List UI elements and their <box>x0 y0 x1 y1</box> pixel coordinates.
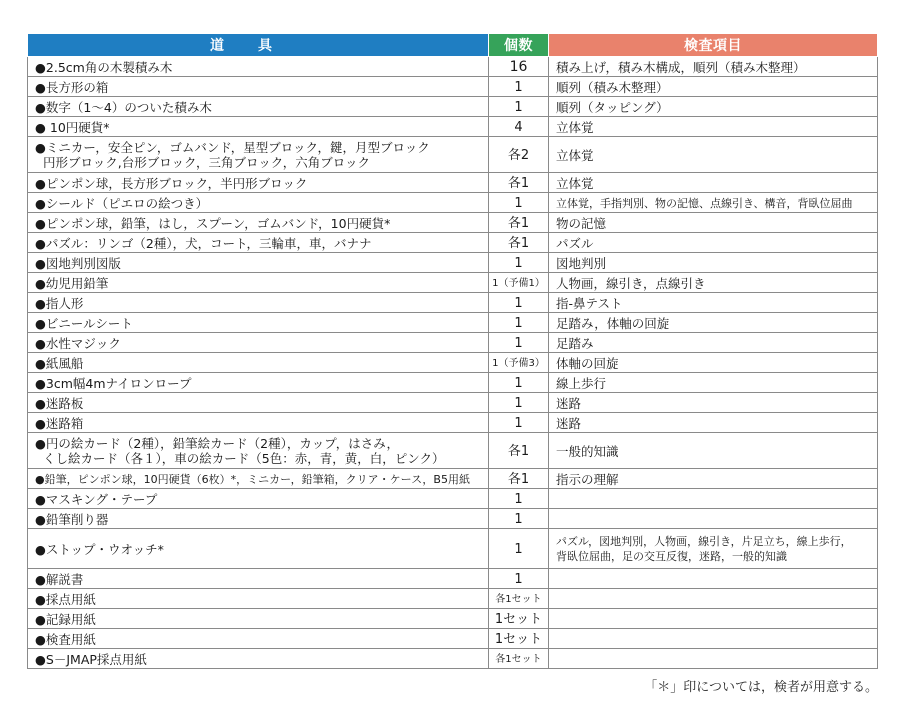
count-cell: 1 <box>489 97 549 117</box>
check-item-cell <box>549 413 878 433</box>
count-cell: 各2 <box>489 137 549 173</box>
check-item-text: 人物画，線引き，点線引き <box>556 275 706 291</box>
tool-cell <box>28 629 489 649</box>
check-item-text: 迷路 <box>556 415 582 431</box>
check-item-cell <box>549 293 878 313</box>
check-item-cell <box>549 273 878 293</box>
table-row <box>28 509 878 529</box>
check-item-text: パズル <box>556 235 594 251</box>
tool-name: ●鉛筆削り器 <box>35 511 109 527</box>
check-item-text: 立体覚 <box>556 147 594 163</box>
count-cell: 16 <box>489 57 549 77</box>
tool-cell <box>28 57 489 77</box>
tool-name: ●長方形の箱 <box>35 79 109 95</box>
tool-name: ●検査用紙 <box>35 631 96 647</box>
check-item-cell <box>549 393 878 413</box>
count-cell: 1 <box>489 333 549 353</box>
check-item-cell <box>549 333 878 353</box>
tool-cell <box>28 233 489 253</box>
tool-name: ●パズル：リンゴ（2種），犬，コート，三輪車，車，バナナ <box>35 235 372 251</box>
check-item-cell <box>549 173 878 193</box>
check-item-cell <box>549 509 878 529</box>
tool-name: ●迷路板 <box>35 395 84 411</box>
table-row <box>28 97 878 117</box>
table-row <box>28 413 878 433</box>
check-item-cell <box>549 629 878 649</box>
check-item-text: パズル，図地判別，人物画，線引き，片足立ち，線上歩行， <box>556 535 852 548</box>
tool-cell <box>28 433 489 469</box>
tool-name: ●ピンポン球，鉛筆，はし，スプーン，ゴムバンド，10円硬貨* <box>35 215 391 231</box>
equipment-table <box>27 33 878 669</box>
check-item-cell <box>549 589 878 609</box>
check-item-cell <box>549 469 878 489</box>
check-item-text: 一般的知識 <box>556 443 619 459</box>
count-cell: 4 <box>489 117 549 137</box>
table-row <box>28 313 878 333</box>
tool-name: ●ミニカー，安全ピン，ゴムバンド，星型ブロック，鍵，月型ブロック <box>35 140 430 155</box>
tool-name: ●採点用紙 <box>35 591 96 607</box>
count-cell: 各1 <box>489 213 549 233</box>
check-item-cell <box>549 649 878 669</box>
tool-cell <box>28 333 489 353</box>
check-item-text: 立体覚 <box>556 119 594 135</box>
tool-name: ●幼児用鉛筆 <box>35 275 109 291</box>
tool-cell <box>28 529 489 569</box>
header-row <box>28 34 878 57</box>
tool-name: ●水性マジック <box>35 335 121 351</box>
tool-cell <box>28 213 489 233</box>
tool-cell <box>28 77 489 97</box>
tool-name: ●円の絵カード（2種），鉛筆絵カード（2種），カップ，はさみ， <box>35 436 399 451</box>
count-cell: 1 <box>489 489 549 509</box>
table-row <box>28 373 878 393</box>
table-row <box>28 649 878 669</box>
tool-cell <box>28 193 489 213</box>
count-cell: 1 <box>489 373 549 393</box>
count-cell: 1 <box>489 509 549 529</box>
table-row <box>28 569 878 589</box>
tool-cell <box>28 273 489 293</box>
header-count: 個数 <box>489 34 549 57</box>
table-row <box>28 137 878 173</box>
table-row <box>28 77 878 97</box>
tool-cell <box>28 353 489 373</box>
table-row <box>28 589 878 609</box>
table-row <box>28 213 878 233</box>
count-cell: 1 <box>489 77 549 97</box>
tool-cell <box>28 589 489 609</box>
table-row <box>28 629 878 649</box>
check-item-text: 指-鼻テスト <box>556 295 623 311</box>
tool-cell <box>28 173 489 193</box>
table-row <box>28 333 878 353</box>
table-row <box>28 529 878 569</box>
tool-name: ●鉛筆，ピンポン球，10円硬貨（6枚）*，ミニカー，鉛筆箱，クリア・ケース，B5用紙 <box>35 472 470 486</box>
check-item-text: 順列（積み木整理） <box>556 79 669 95</box>
count-cell: 各1セット <box>489 649 549 669</box>
check-item-cell <box>549 529 878 569</box>
tool-name: ●シールド（ピエロの絵つき） <box>35 195 209 211</box>
check-item-cell <box>549 213 878 233</box>
tool-cell <box>28 649 489 669</box>
tool-name: ●数字（1～4）のついた積み木 <box>35 99 212 115</box>
check-item-cell <box>549 353 878 373</box>
tool-name: ●S－JMAP採点用紙 <box>35 651 147 667</box>
header-check-items: 検査項目 <box>549 34 878 57</box>
tool-name: ●ストップ・ウオッチ* <box>35 541 164 557</box>
check-item-text: 背臥位屈曲，足の交互反復，迷路，一般的知識 <box>556 550 787 563</box>
tool-cell <box>28 373 489 393</box>
count-cell: 1 <box>489 253 549 273</box>
check-item-cell <box>549 609 878 629</box>
tool-name: くし絵カード（各１），車の絵カード（5色：赤，青，黄，白，ピンク） <box>43 451 445 466</box>
tool-name: ●指人形 <box>35 295 84 311</box>
table-row <box>28 489 878 509</box>
check-item-text: 立体覚，手指判別、物の記憶、点線引き、構音，背臥位屈曲 <box>556 196 853 210</box>
check-item-text: 体軸の回旋 <box>556 355 619 371</box>
count-cell: 1 <box>489 569 549 589</box>
check-item-cell <box>549 137 878 173</box>
tool-cell <box>28 137 489 173</box>
check-item-cell <box>549 433 878 469</box>
check-item-text: 積み上げ，積み木構成，順列（積み木整理） <box>556 59 806 75</box>
table-row <box>28 193 878 213</box>
equipment-table-container <box>27 33 877 669</box>
check-item-cell <box>549 253 878 273</box>
check-item-text: 物の記憶 <box>556 215 607 231</box>
tool-cell <box>28 509 489 529</box>
table-row <box>28 253 878 273</box>
check-item-cell <box>549 57 878 77</box>
tool-name: ●紙風船 <box>35 355 84 371</box>
count-cell: 1 <box>489 413 549 433</box>
tool-name: 円形ブロック,台形ブロック，三角ブロック，六角ブロック <box>43 155 370 170</box>
table-row <box>28 233 878 253</box>
check-item-text: 図地判別 <box>556 255 607 271</box>
check-item-text: 足踏み，体軸の回旋 <box>556 315 670 331</box>
header-tools: 道具 <box>28 34 489 57</box>
table-row <box>28 469 878 489</box>
tool-name: ●迷路箱 <box>35 415 84 431</box>
check-item-cell <box>549 77 878 97</box>
tool-cell <box>28 569 489 589</box>
tool-cell <box>28 117 489 137</box>
check-item-cell <box>549 233 878 253</box>
check-item-text: 立体覚 <box>556 175 594 191</box>
count-cell: 1 <box>489 529 549 569</box>
count-cell: 各1 <box>489 233 549 253</box>
check-item-cell <box>549 569 878 589</box>
check-item-cell <box>549 489 878 509</box>
tool-name: ●2.5cm角の木製積み木 <box>35 59 173 75</box>
table-row <box>28 353 878 373</box>
table-row <box>28 433 878 469</box>
count-cell: 各1セット <box>489 589 549 609</box>
check-item-cell <box>549 117 878 137</box>
table-row <box>28 609 878 629</box>
tool-cell <box>28 253 489 273</box>
tool-cell <box>28 469 489 489</box>
count-cell: 1 <box>489 293 549 313</box>
footnote: 「＊」印については，検者が用意する。 <box>644 680 878 695</box>
count-cell: 1 <box>489 393 549 413</box>
count-cell: 各1 <box>489 173 549 193</box>
tool-name: ●マスキング・テープ <box>35 491 158 507</box>
tool-name: ●ビニールシート <box>35 315 133 331</box>
check-item-cell <box>549 373 878 393</box>
count-cell: 1 <box>489 193 549 213</box>
tool-name: ● 10円硬貨* <box>35 119 110 135</box>
tool-cell <box>28 393 489 413</box>
check-item-text: 線上歩行 <box>556 375 607 391</box>
count-cell: 1（予備3） <box>489 353 549 373</box>
check-item-cell <box>549 313 878 333</box>
tool-cell <box>28 293 489 313</box>
tool-cell <box>28 313 489 333</box>
tool-cell <box>28 413 489 433</box>
count-cell: 各1 <box>489 433 549 469</box>
count-cell: 1 <box>489 313 549 333</box>
count-cell: 1セット <box>489 629 549 649</box>
table-row <box>28 173 878 193</box>
table-row <box>28 393 878 413</box>
tool-cell <box>28 489 489 509</box>
table-row <box>28 293 878 313</box>
check-item-cell <box>549 97 878 117</box>
check-item-text: 指示の理解 <box>556 471 619 487</box>
check-item-cell <box>549 193 878 213</box>
table-row <box>28 57 878 77</box>
table-body <box>28 57 878 669</box>
tool-name: ●ピンポン球，長方形ブロック，半円形ブロック <box>35 175 308 191</box>
tool-name: ●記録用紙 <box>35 611 96 627</box>
table-row <box>28 117 878 137</box>
tool-name: ●3cm幅4mナイロンロープ <box>35 375 192 391</box>
count-cell: 各1 <box>489 469 549 489</box>
tool-cell <box>28 97 489 117</box>
count-cell: 1セット <box>489 609 549 629</box>
tool-name: ●図地判別図版 <box>35 255 121 271</box>
tool-name: ●解説書 <box>35 571 84 587</box>
tool-cell <box>28 609 489 629</box>
check-item-text: 順列（タッピング） <box>556 99 669 115</box>
check-item-text: 足踏み <box>556 335 594 351</box>
check-item-text: 迷路 <box>556 395 582 411</box>
table-row <box>28 273 878 293</box>
count-cell: 1（予備1） <box>489 273 549 293</box>
